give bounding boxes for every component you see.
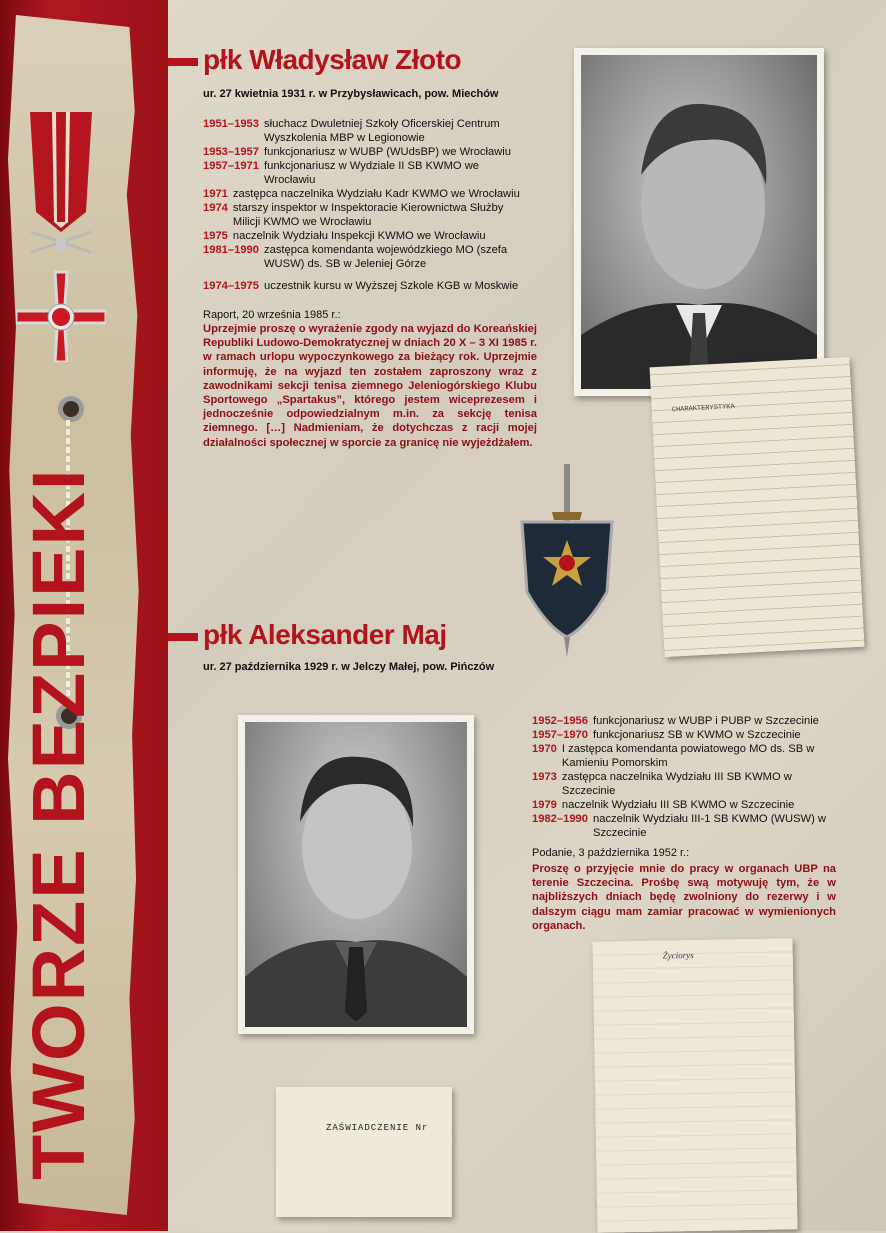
side-title: TWORZE BEZPIEKI [17, 467, 100, 1180]
person1-birth: ur. 27 kwietnia 1931 r. w Przybysławicach, pow. Miechów [203, 88, 499, 100]
person2-report-head: Podanie, 3 października 1952 r.: [532, 847, 690, 859]
career-row: 1951–1953 słuchacz Dwuletniej Szkoły Oficerskiej Centrum Wyszkolenia MBP w Legionowie [203, 118, 500, 144]
career-row: 1957–1970 funkcjonariusz SB w KWMO w Szczecinie [532, 729, 801, 741]
heading-bar [168, 58, 198, 66]
person1-photo [574, 48, 824, 396]
person2-photo [238, 715, 474, 1034]
career-row: 1974 starszy inspektor w Inspektoracie Kierownictwa Służby Milicji KWMO we Wrocławiu [203, 202, 504, 228]
career-row: 1973 zastępca naczelnika Wydziału III SB KWMO w Szczecinie [532, 771, 792, 797]
document-title: ZAŚWIADCZENIE Nr [326, 1123, 429, 1133]
person1-name: płk Władysław Złoto [203, 44, 462, 75]
career-row: 1975 naczelnik Wydziału Inspekcji KWMO we Wrocławiu [203, 230, 486, 242]
career-row: 1982–1990 naczelnik Wydziału III-1 SB KWMO (WUSW) w Szczecinie [532, 813, 827, 839]
career-row: 1970 I zastępca komendanta powiatowego MO ds. SB w Kamieniu Pomorskim [532, 743, 815, 769]
career-row: 1952–1956 funkcjonariusz w WUBP i PUBP w Szczecinie [532, 715, 819, 727]
career-row: 1971 zastępca naczelnika Wydziału Kadr KWMO we Wrocławiu [203, 188, 520, 200]
document-zaswiadczenie [276, 1087, 452, 1217]
person2-birth: ur. 27 października 1929 r. w Jelczy Małej, pow. Pińczów [203, 661, 495, 673]
person2-quote: Proszę o przyjęcie mnie do pracy w organach UBP na terenie Szczecina. Prośbę swą motywuję tym, że w najbliższych dniach będę zwolniony do rezerwy i w dalszym ciągu mam zamiar pracować w wymienionych organach. [532, 863, 836, 932]
document-title: Życiorys [662, 950, 694, 961]
document-charakterystyka [650, 357, 865, 657]
document-zyciorys [592, 938, 797, 1232]
kgb-badge-icon [512, 462, 622, 657]
career-row: 1981–1990 zastępca komendanta wojewódzkiego MO (szefa WUSW) ds. SB w Jeleniej Górze [203, 244, 508, 270]
person1-report-head: Raport, 20 września 1985 r.: [203, 309, 341, 321]
person1-career [203, 117, 533, 271]
person2-name: płk Aleksander Maj [203, 619, 447, 650]
career-row: 1957–1971 funkcjonariusz w Wydziale II SB KWMO we Wrocławiu [203, 160, 480, 186]
eyelet-top [58, 396, 84, 422]
career-row: 1979 naczelnik Wydziału III SB KWMO w Szczecinie [532, 799, 795, 811]
person1-extra: 1974–1975 uczestnik kursu w Wyższej Szkole KGB w Moskwie [203, 280, 519, 292]
heading-bar [168, 633, 198, 641]
career-row: 1953–1957 funkcjonariusz w WUBP (WUdsBP) we Wrocławiu [203, 146, 512, 158]
person2-career [532, 714, 832, 840]
document-title: CHARAKTERYSTYKA [671, 403, 735, 415]
medal-icon [16, 112, 106, 362]
person1-quote: Uprzejmie proszę o wyrażenie zgody na wyjazd do Koreańskiej Republiki Ludowo-Demokratycznej w dniach 20 X – 3 XI 1985 r. w ramach urlopu wypoczynkowego za bieżący rok. Uprzejmie informuję, że na wyjazd ten zostałem zaproszony wraz z zawodnikami sekcji tenisa ziemnego Jeleniogórskiego Klubu Sportowego „Spartakus”, którego jestem wiceprezesem i jednocześnie odpowiedzialnym m.in. za sekcję tenisa ziemnego. […] Nadmieniam, że dotychczas z racji mojej działalności społecznej w sporcie za granicę nie wyjeżdżałem. [203, 323, 537, 449]
